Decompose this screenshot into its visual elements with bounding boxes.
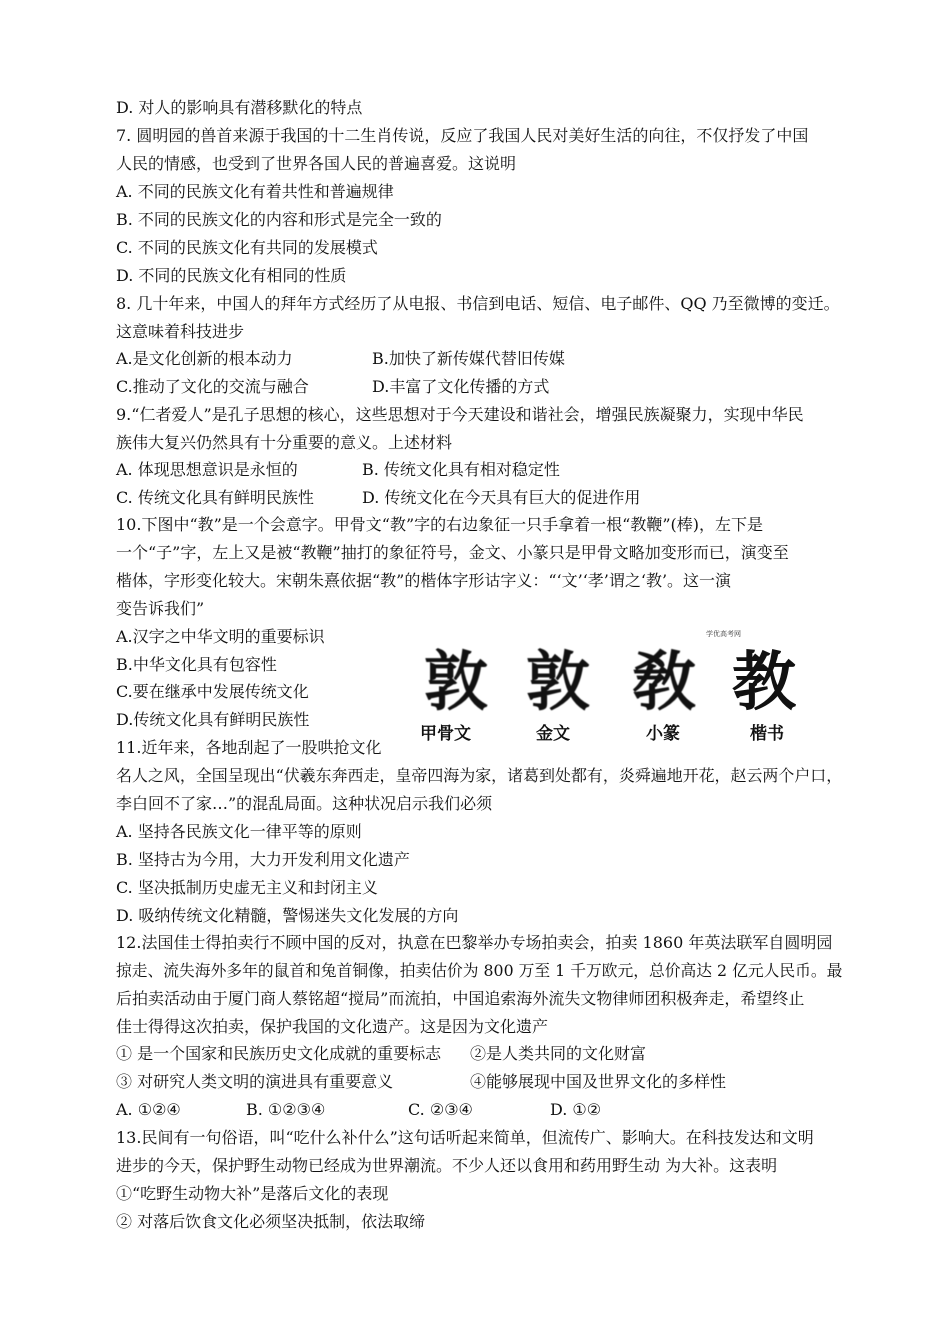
q9-option-c: C. 传统文化具有鲜明民族性 bbox=[116, 488, 314, 507]
q8-option-d: D.丰富了文化传播的方式 bbox=[372, 377, 550, 396]
bronze-script-glyph: 敦 bbox=[526, 646, 588, 720]
q9-stem-line1: 9.“仁者爱人”是孔子思想的核心，这些思想对于今天建设和谐社会，增强民族凝聚力，实现中华民 bbox=[116, 405, 804, 424]
q12-stem-line4: 佳士得得这次拍卖，保护我国的文化遗产。这是因为文化遗产 bbox=[116, 1017, 549, 1036]
q12-stem-line3: 后拍卖活动由于厦门商人蔡铭超“搅局”而流拍，中国追索海外流失文物律师团积极奔走，希望终止 bbox=[116, 989, 805, 1008]
q12-statement-4: ④能够展现中国及世界文化的多样性 bbox=[470, 1072, 727, 1091]
q11-option-b: B. 坚持古为今用，大力开发利用文化遗产 bbox=[116, 850, 410, 869]
oracle-bone-glyph: 敦 bbox=[424, 646, 486, 720]
figure-watermark: 学优高考网 bbox=[706, 630, 741, 638]
q10-stem-line2: 一个“子”字，左上又是被“教鞭”抽打的象征符号，金文、小篆只是甲骨文略加变形而已，演变至 bbox=[116, 543, 789, 562]
q7-option-a: A. 不同的民族文化有着共性和普遍规律 bbox=[116, 182, 394, 201]
q13-stem-line2: 进步的今天，保护野生动物已经成为世界潮流。不少人还以食用和药用野生动 为大补。这表明 bbox=[116, 1156, 778, 1175]
q8-option-b: B.加快了新传媒代替旧传媒 bbox=[372, 349, 565, 368]
q9-option-a: A. 体现思想意识是永恒的 bbox=[116, 460, 298, 479]
q11-stem-line1: 11.近年来，各地刮起了一股哄抢文化 bbox=[116, 738, 382, 757]
q8-option-c: C.推动了文化的交流与融合 bbox=[116, 377, 309, 396]
q10-option-c: C.要在继承中发展传统文化 bbox=[116, 682, 309, 701]
q10-option-a: A.汉字之中华文明的重要标识 bbox=[116, 627, 325, 646]
q6-option-d: D. 对人的影响具有潜移默化的特点 bbox=[116, 98, 363, 117]
q9-option-b: B. 传统文化具有相对稳定性 bbox=[362, 460, 560, 479]
caption-bronze: 金文 bbox=[536, 724, 570, 744]
q10-option-d: D.传统文化具有鲜明民族性 bbox=[116, 710, 310, 729]
q12-stem-line1: 12.法国佳士得拍卖行不顾中国的反对，执意在巴黎举办专场拍卖会，拍卖 1860 年英法联军自圆明园 bbox=[116, 933, 833, 952]
q12-option-c: C. ②③④ bbox=[408, 1100, 473, 1119]
q12-statement-1: ① 是一个国家和民族历史文化成就的重要标志 bbox=[116, 1044, 442, 1063]
q11-stem-line3: 李白回不了家…”的混乱局面。这种状况启示我们必须 bbox=[116, 794, 493, 813]
q9-option-d: D. 传统文化在今天具有巨大的促进作用 bbox=[362, 488, 641, 507]
q8-stem-line1: 8. 几十年来，中国人的拜年方式经历了从电报、书信到电话、短信、电子邮件、QQ 乃至微博的变迁。 bbox=[116, 294, 840, 313]
caption-oracle-bone: 甲骨文 bbox=[420, 724, 471, 744]
jiao-character-evolution-figure bbox=[410, 630, 810, 748]
q12-stem-line2: 掠走、流失海外多年的鼠首和兔首铜像，拍卖估价为 800 万至 1 千万欧元，总价高达 2 亿元人民币。最 bbox=[116, 961, 843, 980]
caption-small-seal: 小篆 bbox=[646, 724, 680, 744]
q12-statement-3: ③ 对研究人类文明的演进具有重要意义 bbox=[116, 1072, 394, 1091]
q11-option-d: D. 吸纳传统文化精髓，警惕迷失文化发展的方向 bbox=[116, 906, 459, 925]
q12-statement-2: ②是人类共同的文化财富 bbox=[470, 1044, 647, 1063]
regular-script-glyph: 教 bbox=[732, 646, 796, 720]
q10-stem-line4: 变告诉我们” bbox=[116, 599, 205, 618]
q7-option-b: B. 不同的民族文化的内容和形式是完全一致的 bbox=[116, 210, 442, 229]
q8-option-a: A.是文化创新的根本动力 bbox=[116, 349, 293, 368]
q10-stem-line1: 10.下图中“教”是一个会意字。甲骨文“教”字的右边象征一只手拿着一根“教鞭”(棒)，左下是 bbox=[116, 515, 764, 534]
q7-stem-line1: 7. 圆明园的兽首来源于我国的十二生肖传说，反应了我国人民对美好生活的向往，不仅抒发了中国 bbox=[116, 126, 809, 145]
q7-option-d: D. 不同的民族文化有相同的性质 bbox=[116, 266, 347, 285]
q12-option-a: A. ①②④ bbox=[116, 1100, 181, 1119]
q11-option-a: A. 坚持各民族文化一律平等的原则 bbox=[116, 822, 362, 841]
q12-option-d: D. ①② bbox=[550, 1100, 602, 1119]
q7-option-c: C. 不同的民族文化有共同的发展模式 bbox=[116, 238, 378, 257]
q11-option-c: C. 坚决抵制历史虚无主义和封闭主义 bbox=[116, 878, 378, 897]
q11-stem-line2: 名人之风，全国呈现出“伏羲东奔西走，皇帝四海为家，诸葛到处都有，炎舜遍地开花，赵云两个户口， bbox=[116, 766, 843, 785]
q10-stem-line3: 楷体，字形变化较大。宋朝朱熹依据“教”的楷体字形诂字义：“‘文’‘孝’谓之‘教’。这一演 bbox=[116, 571, 732, 590]
q13-statement-2: ② 对落后饮食文化必须坚决抵制，依法取缔 bbox=[116, 1212, 426, 1231]
q9-stem-line2: 族伟大复兴仍然具有十分重要的意义。上述材料 bbox=[116, 433, 453, 452]
caption-regular: 楷书 bbox=[750, 724, 784, 744]
q12-option-b: B. ①②③④ bbox=[246, 1100, 326, 1119]
small-seal-glyph: 敎 bbox=[632, 646, 694, 720]
q7-stem-line2: 人民的情感，也受到了世界各国人民的普遍喜爱。这说明 bbox=[116, 154, 517, 173]
q10-option-b: B.中华文化具有包容性 bbox=[116, 655, 277, 674]
q8-stem-line2: 这意味着科技进步 bbox=[116, 322, 245, 341]
q13-stem-line1: 13.民间有一句俗语，叫“吃什么补什么”这句话听起来简单，但流传广、影响大。在科技发达和文明 bbox=[116, 1128, 814, 1147]
q13-statement-1: ①“吃野生动物大补”是落后文化的表现 bbox=[116, 1184, 389, 1203]
